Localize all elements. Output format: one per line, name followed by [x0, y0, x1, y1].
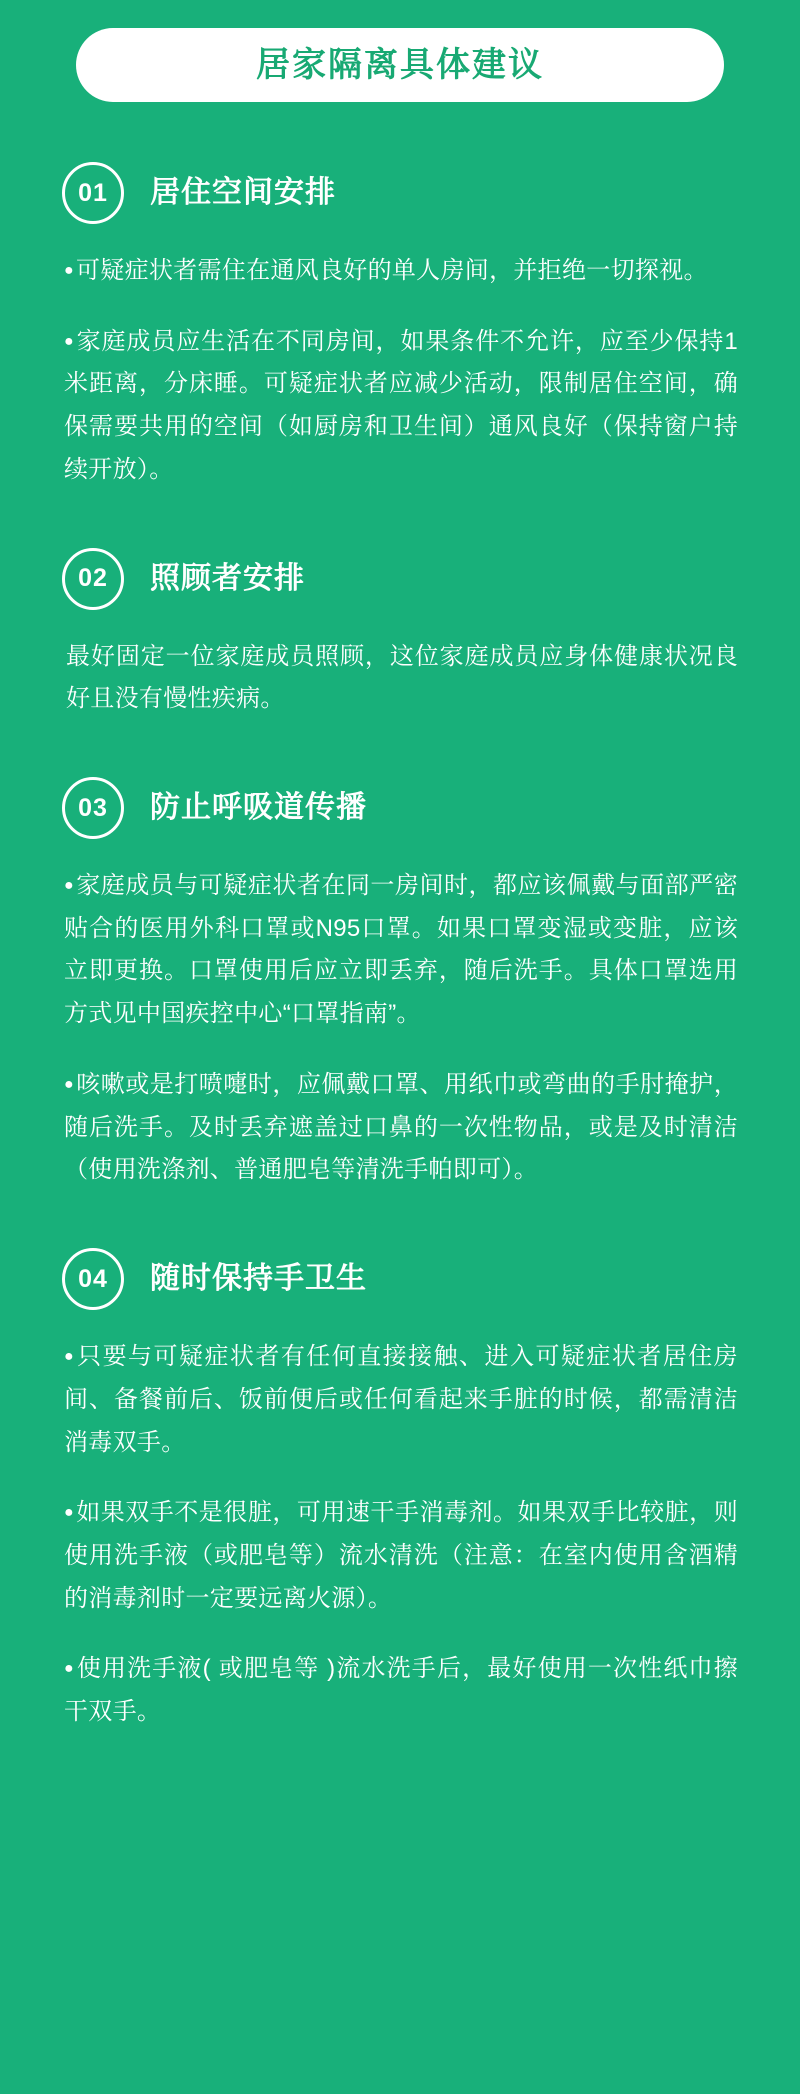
bullet-icon: ● — [64, 332, 74, 350]
bullet-icon: ● — [64, 1660, 74, 1678]
section-03-paragraph-1 — [62, 865, 738, 1036]
section-04-paragraph-2 — [62, 1492, 738, 1620]
section-01-paragraph-2 — [62, 321, 738, 492]
section-03 — [62, 777, 738, 1192]
bullet-icon: ● — [64, 877, 74, 895]
section-01-title: 居住空间安排 — [150, 176, 336, 209]
section-03-header — [62, 777, 738, 839]
section-02 — [62, 548, 738, 721]
section-number: 01 — [78, 178, 108, 207]
section-04-paragraph-3 — [62, 1648, 738, 1733]
section-number: 02 — [78, 564, 108, 593]
section-04 — [62, 1248, 738, 1734]
section-02-title: 照顾者安排 — [150, 561, 305, 595]
section-04-paragraph-1 — [62, 1336, 738, 1464]
section-01-header — [62, 162, 738, 224]
section-04-header — [62, 1248, 738, 1310]
page-title-pill — [76, 28, 724, 102]
paragraph-text: 家庭成员应生活在不同房间，如果条件不允许，应至少保持1米距离，分床睡。可疑症状者应减少活动，限制居住空间，确保需要共用的空间（如厨房和卫生间）通风良好（保持窗户持续开放）。 — [64, 327, 738, 483]
section-number: 03 — [78, 793, 108, 822]
section-03-title: 防止呼吸道传播 — [150, 791, 367, 825]
paragraph-text: 家庭成员与可疑症状者在同一房间时，都应该佩戴与面部严密贴合的医用外科口罩或N95口罩。如果口罩变湿或变脏，应该立即更换。口罩使用后应立即丢弃，随后洗手。具体口罩选用方式见中国疾控中心“口罩指南”。 — [64, 872, 738, 1028]
section-02-header — [62, 548, 738, 610]
section-03-paragraph-2 — [62, 1064, 738, 1192]
bullet-icon: ● — [64, 1075, 74, 1093]
section-04-number-badge — [62, 1248, 124, 1310]
paragraph-text: 如果双手不是很脏，可用速干手消毒剂。如果双手比较脏，则使用洗手液（或肥皂等）流水清洗（注意：在室内使用含酒精的消毒剂时一定要远离火源）。 — [64, 1499, 738, 1612]
section-03-number-badge — [62, 777, 124, 839]
bullet-icon: ● — [64, 1348, 74, 1366]
section-number: 04 — [78, 1264, 108, 1293]
section-01-number-badge — [62, 162, 124, 224]
paragraph-text: 咳嗽或是打喷嚏时，应佩戴口罩、用纸巾或弯曲的手肘掩护，随后洗手。及时丢弃遮盖过口鼻的一次性物品，或是及时清洁（使用洗涤剂、普通肥皂等清洗手帕即可）。 — [64, 1070, 738, 1184]
sections-container — [0, 162, 800, 1734]
paragraph-text: 使用洗手液( 或肥皂等 )流水洗手后，最好使用一次性纸巾擦干双手。 — [64, 1655, 738, 1726]
section-01-paragraph-1 — [62, 250, 738, 293]
section-04-title: 随时保持手卫生 — [150, 1262, 367, 1296]
section-02-number-badge — [62, 548, 124, 610]
section-02-paragraph-1 — [62, 636, 738, 721]
paragraph-text: 可疑症状者需住在通风良好的单人房间，并拒绝一切探视。 — [75, 257, 708, 284]
bullet-icon: ● — [64, 1504, 74, 1522]
paragraph-text: 最好固定一位家庭成员照顾，这位家庭成员应身体健康状况良好且没有慢性疾病。 — [66, 642, 738, 713]
bullet-icon: ● — [64, 262, 74, 279]
paragraph-text: 只要与可疑症状者有任何直接接触、进入可疑症状者居住房间、备餐前后、饭前便后或任何看起来手脏的时候，都需清洁消毒双手。 — [64, 1343, 738, 1456]
page-title: 居家隔离具体建议 — [256, 46, 544, 84]
section-01 — [62, 162, 738, 492]
